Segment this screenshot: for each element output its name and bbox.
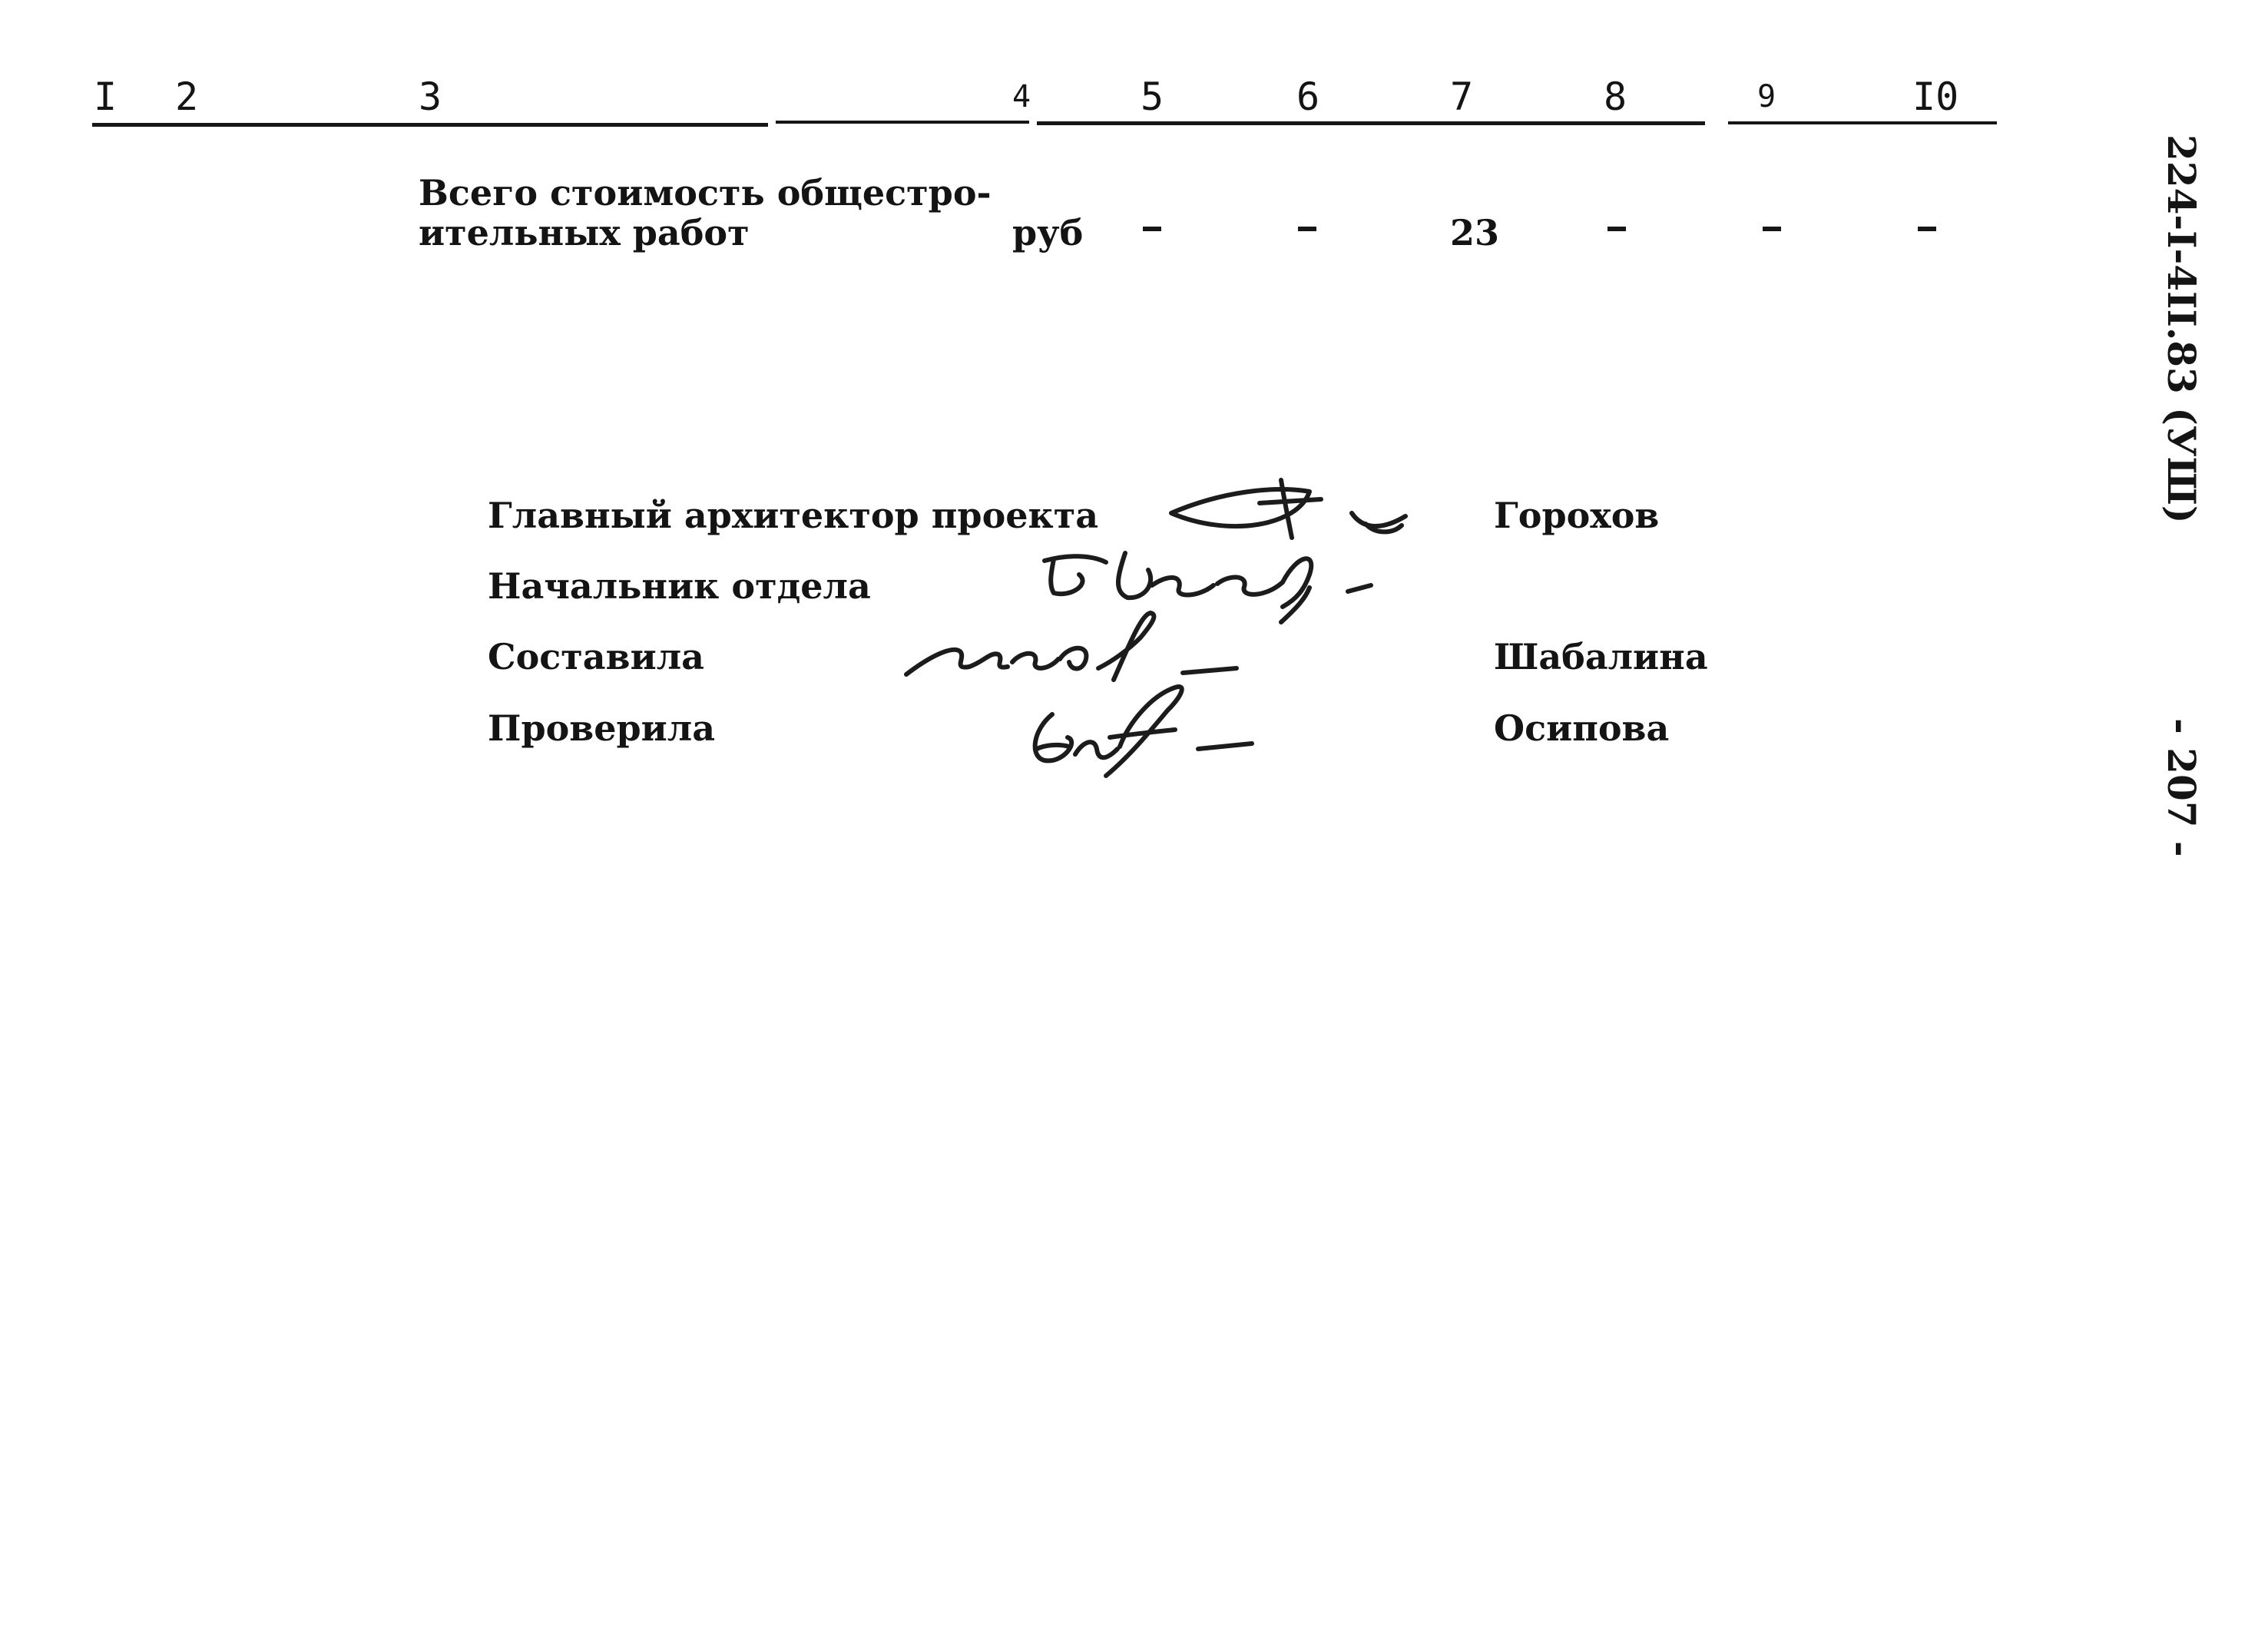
document-code: 224-I-4II.83 (УШ) xyxy=(2159,134,2204,524)
column-number-4: 4 xyxy=(1012,79,1031,114)
row-col8-value xyxy=(1601,213,1616,253)
column-number-7: 7 xyxy=(1450,75,1474,119)
column-number-2: 2 xyxy=(175,75,199,119)
column-number-1: I xyxy=(94,75,118,119)
header-rule-segment-3 xyxy=(1037,121,1705,125)
row-description-line-1: Всего стоимость общестро- xyxy=(419,172,992,214)
signature-department-head xyxy=(1045,553,1371,622)
signature-name-checked-by: Осипова xyxy=(1494,707,1670,749)
column-number-5: 5 xyxy=(1141,75,1164,119)
signature-role-chief-architect: Главный архитектор проекта xyxy=(488,495,1099,536)
header-rule-segment-4 xyxy=(1728,121,1997,124)
header-rule-segment-1 xyxy=(92,123,768,127)
signature-role-checked-by: Проверила xyxy=(488,707,716,749)
row-description xyxy=(419,173,1002,253)
signature-name-compiled-by: Шабалина xyxy=(1494,636,1708,677)
row-col9-value xyxy=(1756,213,1771,253)
row-description-line-2: ительных работ xyxy=(419,212,750,253)
column-number-9: 9 xyxy=(1757,79,1776,114)
row-unit: руб xyxy=(1012,212,1084,253)
column-number-3: 3 xyxy=(419,75,442,119)
row-col6-value xyxy=(1292,213,1306,253)
header-rule-segment-2 xyxy=(776,121,1029,124)
signature-checked-by xyxy=(1035,687,1252,776)
column-number-10: I0 xyxy=(1912,75,1959,119)
page-number: - 207 - xyxy=(2159,718,2204,857)
signature-chief-architect xyxy=(1171,480,1405,538)
column-number-6: 6 xyxy=(1296,75,1320,119)
signature-compiled-by xyxy=(906,613,1237,680)
signature-role-department-head: Начальник отдела xyxy=(488,565,871,607)
row-col7-value: 23 xyxy=(1450,212,1500,253)
column-number-8: 8 xyxy=(1604,75,1627,119)
signature-role-compiled-by: Составила xyxy=(488,636,704,677)
signature-name-chief-architect: Горохов xyxy=(1494,495,1660,536)
row-col5-value xyxy=(1137,213,1151,253)
row-col10-value xyxy=(1912,213,1926,253)
